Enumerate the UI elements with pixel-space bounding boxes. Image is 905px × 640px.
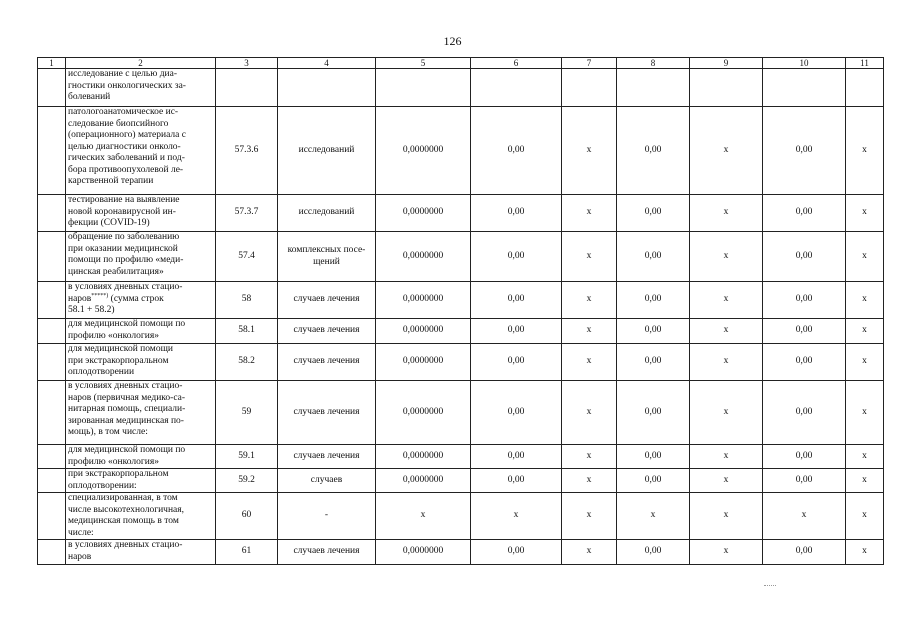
row-value-cell: х [846,493,884,540]
row-value-cell: х [562,493,617,540]
row-value-cell: 0,0000000 [376,282,471,319]
row-name-cell [66,69,216,107]
row-index-cell [38,493,66,540]
row-name-text: специализированная, в том числе высокотехнологичная, медицинская помощь в том числе: [68,493,184,538]
column-header: 4 [278,58,376,69]
row-unit-cell: исследований [278,195,376,232]
row-value-cell: х [562,282,617,319]
row-name-text: для медицинской помощи при экстракорпоральном оплодотворении [68,344,173,377]
row-index-cell [38,232,66,282]
row-value-cell: х [690,493,763,540]
row-name-text: в условиях дневных стацио- наров [68,540,183,562]
row-value-cell: 0,0000000 [376,381,471,445]
row-name-text: при экстракорпоральном оплодотворении: [68,469,169,491]
row-value-cell: 0,00 [763,282,846,319]
row-value-cell: х [690,107,763,195]
row-code-cell [216,69,278,107]
row-value-cell: 0,0000000 [376,319,471,344]
row-value-cell: х [690,232,763,282]
row-name-text-continued: (сумма строк 58.1 + 58.2) [68,293,164,315]
row-value-cell: х [562,540,617,565]
row-value-cell: 0,00 [763,319,846,344]
row-value-cell [376,69,471,107]
row-index-cell [38,282,66,319]
row-value-cell: 0,00 [763,469,846,493]
column-header: 3 [216,58,278,69]
row-value-cell [562,69,617,107]
row-value-cell: 0,0000000 [376,195,471,232]
row-value-cell: 0,00 [763,445,846,469]
table-row [38,282,884,319]
row-value-cell: х [690,344,763,381]
row-value-cell: х [690,445,763,469]
row-value-cell: 0,00 [471,195,562,232]
row-name-cell [66,282,216,319]
row-value-cell: х [690,469,763,493]
row-code-cell: 58.1 [216,319,278,344]
row-value-cell: х [376,493,471,540]
row-value-cell: х [846,469,884,493]
row-unit-cell: случаев лечения [278,381,376,445]
column-header: 10 [763,58,846,69]
row-value-cell: 0,00 [471,469,562,493]
row-value-cell: 0,00 [471,540,562,565]
row-name-cell [66,195,216,232]
row-name-text: исследование с целью диа- гностики онкологических за- болеваний [68,69,186,102]
row-name-text: в условиях дневных стацио- наров (первичная медико-са- нитарная помощь, специали- зированная медицинская по- мощь), в том числе: [68,381,186,437]
row-index-cell [38,319,66,344]
row-value-cell: х [562,319,617,344]
row-unit-cell: случаев лечения [278,445,376,469]
row-name-cell [66,445,216,469]
table-row [38,445,884,469]
row-unit-cell: случаев [278,469,376,493]
row-name-cell [66,319,216,344]
row-value-cell: 0,00 [763,195,846,232]
row-code-cell: 58 [216,282,278,319]
row-value-cell: х [471,493,562,540]
row-value-cell: 0,00 [763,540,846,565]
row-name-text: для медицинской помощи по профилю «онкология» [68,445,186,467]
row-value-cell: 0,0000000 [376,344,471,381]
table-row [38,319,884,344]
row-unit-cell: случаев лечения [278,344,376,381]
row-value-cell: х [846,381,884,445]
row-value-cell: 0,0000000 [376,469,471,493]
row-value-cell: 0,0000000 [376,107,471,195]
row-code-cell: 61 [216,540,278,565]
row-unit-cell: случаев лечения [278,540,376,565]
row-unit-cell: случаев лечения [278,282,376,319]
row-value-cell: х [846,445,884,469]
row-name-cell [66,232,216,282]
row-value-cell: 0,00 [471,344,562,381]
row-value-cell: 0,00 [763,232,846,282]
row-value-cell: 0,00 [763,381,846,445]
row-value-cell: 0,00 [617,107,690,195]
row-value-cell: х [562,232,617,282]
row-value-cell: х [846,540,884,565]
page-number: 126 [443,34,462,48]
column-header: 8 [617,58,690,69]
row-index-cell [38,540,66,565]
row-value-cell: 0,00 [471,107,562,195]
table-row [38,493,884,540]
row-value-cell: 0,00 [471,445,562,469]
table-row [38,107,884,195]
column-header: 7 [562,58,617,69]
row-name-cell [66,493,216,540]
table-row [38,69,884,107]
row-value-cell: 0,00 [763,107,846,195]
row-value-cell: х [690,381,763,445]
row-code-cell: 59 [216,381,278,445]
row-value-cell: 0,00 [617,540,690,565]
table-row [38,469,884,493]
row-value-cell: 0,00 [617,232,690,282]
row-value-cell: 0,00 [617,195,690,232]
row-value-cell: х [562,107,617,195]
row-value-cell: х [690,282,763,319]
row-value-cell: 0,0000000 [376,540,471,565]
row-value-cell: х [562,195,617,232]
row-value-cell: х [846,282,884,319]
table-header [38,58,884,69]
column-header: 6 [471,58,562,69]
row-code-cell: 57.4 [216,232,278,282]
row-name-text: для медицинской помощи по профилю «онкология» [68,319,186,341]
table-row [38,195,884,232]
row-value-cell: 0,0000000 [376,232,471,282]
row-unit-cell [278,69,376,107]
row-value-cell: 0,00 [471,282,562,319]
row-value-cell [763,69,846,107]
row-name-text: в условиях дневных стацио- наров [68,282,183,304]
row-unit-cell: исследований [278,107,376,195]
table-row [38,540,884,565]
row-value-cell: х [846,319,884,344]
footnote-marker: *****) [91,292,109,299]
row-name-text: тестирование на выявление новой коронавирусной ин- фекции (COVID-19) [68,195,180,228]
row-value-cell [471,69,562,107]
row-unit-cell: - [278,493,376,540]
column-header: 1 [38,58,66,69]
row-name-cell [66,540,216,565]
row-name-cell [66,381,216,445]
row-value-cell [617,69,690,107]
row-value-cell: 0,0000000 [376,445,471,469]
row-value-cell: х [562,344,617,381]
row-value-cell: х [690,540,763,565]
row-value-cell: х [690,195,763,232]
row-index-cell [38,344,66,381]
row-index-cell [38,69,66,107]
column-header: 5 [376,58,471,69]
table-row [38,381,884,445]
row-value-cell: х [763,493,846,540]
row-value-cell [690,69,763,107]
row-value-cell: х [690,319,763,344]
row-value-cell: х [846,344,884,381]
row-value-cell [846,69,884,107]
row-name-cell [66,344,216,381]
row-code-cell: 58.2 [216,344,278,381]
row-value-cell: х [846,107,884,195]
row-index-cell [38,107,66,195]
row-value-cell: 0,00 [471,381,562,445]
column-header: 11 [846,58,884,69]
scan-speck [764,585,776,587]
table-body [38,69,884,565]
row-value-cell: 0,00 [471,319,562,344]
row-value-cell: х [562,445,617,469]
row-code-cell: 57.3.6 [216,107,278,195]
row-value-cell: 0,00 [471,232,562,282]
column-header: 9 [690,58,763,69]
row-index-cell [38,445,66,469]
row-name-cell [66,107,216,195]
row-code-cell: 60 [216,493,278,540]
row-value-cell: х [846,232,884,282]
row-name-text: патологоанатомическое ис- следование биопсийного (операционного) материала с целью диагностики онколо- гических заболеваний и под- бора противоопухолевой ле- карственной терапии [68,107,186,186]
row-value-cell: 0,00 [617,445,690,469]
row-index-cell [38,195,66,232]
row-value-cell: 0,00 [617,469,690,493]
row-unit-cell: случаев лечения [278,319,376,344]
table-row [38,344,884,381]
row-name-text: обращение по заболеванию при оказании медицинской помощи по профилю «меди- цинская реабилитация» [68,232,184,277]
data-table [37,57,884,565]
column-header: 2 [66,58,216,69]
row-value-cell: х [562,381,617,445]
row-value-cell: 0,00 [763,344,846,381]
row-code-cell: 57.3.7 [216,195,278,232]
row-index-cell [38,381,66,445]
row-value-cell: 0,00 [617,319,690,344]
row-index-cell [38,469,66,493]
row-name-cell [66,469,216,493]
row-code-cell: 59.1 [216,445,278,469]
row-value-cell: 0,00 [617,282,690,319]
row-value-cell: х [846,195,884,232]
row-value-cell: 0,00 [617,344,690,381]
table-row [38,232,884,282]
row-value-cell: х [562,469,617,493]
row-code-cell: 59.2 [216,469,278,493]
row-value-cell: х [617,493,690,540]
row-unit-cell: комплексных посе- щений [278,232,376,282]
row-value-cell: 0,00 [617,381,690,445]
